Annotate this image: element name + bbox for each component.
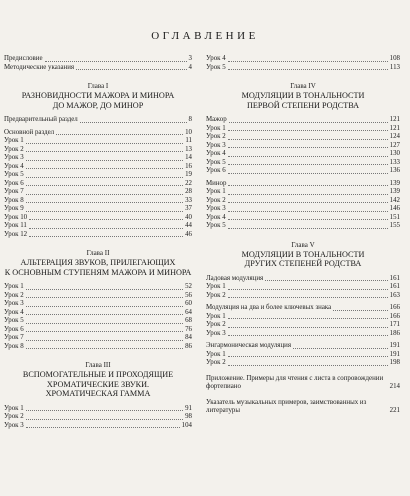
dot-leader	[26, 167, 183, 169]
entry-label: Урок 3	[206, 329, 226, 337]
entry-label: Урок 1	[206, 188, 226, 195]
entry-label: Урок 4	[206, 55, 226, 62]
entry-label: Предисловие	[4, 55, 43, 62]
chapter-4-title	[206, 91, 400, 110]
entry-label: Урок 6	[4, 179, 24, 187]
entry-label: Энгармоническая модуляция	[206, 342, 291, 349]
entry-label: Урок 3	[4, 300, 24, 307]
entry-label: Урок 3	[4, 421, 24, 429]
entry-page: 10	[185, 128, 192, 136]
entry-label: Минор	[206, 179, 227, 187]
dot-leader	[26, 322, 183, 324]
toc-entry[interactable]	[4, 334, 192, 343]
chapter-3-title	[4, 370, 192, 399]
toc-entry[interactable]	[4, 300, 192, 309]
dot-leader	[76, 68, 186, 70]
dot-leader	[26, 426, 180, 428]
entry-label: Урок 3	[4, 154, 24, 161]
dot-leader	[228, 68, 388, 70]
appendix-1-page: 214	[389, 383, 400, 390]
chapter-1-prelim	[4, 116, 192, 125]
chapter-title-line: ХРОМАТИЧЕСКАЯ ГАММА	[45, 389, 151, 398]
dot-leader	[228, 334, 388, 336]
entry-page: 44	[185, 222, 192, 229]
entry-label: Урок 4	[4, 162, 24, 170]
dot-leader	[293, 347, 388, 349]
entry-page: 28	[185, 188, 192, 195]
toc-entry[interactable]	[4, 413, 192, 422]
entry-page: 113	[389, 63, 400, 71]
toc-entry[interactable]	[206, 197, 400, 206]
entry-page: 76	[185, 325, 192, 333]
dot-leader	[26, 201, 183, 203]
entry-label: Урок 10	[4, 213, 28, 221]
toc-entry[interactable]	[4, 171, 192, 180]
toc-entry[interactable]	[4, 188, 192, 197]
entry-page: 166	[389, 304, 400, 311]
entry-label: Урок 2	[206, 196, 226, 204]
entry-label: Урок 5	[206, 222, 226, 229]
toc-entry[interactable]	[4, 222, 192, 231]
entry-label: Урок 12	[4, 230, 28, 238]
dot-leader	[26, 296, 183, 298]
entry-page: 171	[389, 321, 400, 328]
toc-entry[interactable]	[206, 214, 400, 223]
entry-label: Урок 2	[4, 145, 24, 153]
toc-entry[interactable]	[4, 317, 192, 326]
dot-leader	[228, 172, 388, 174]
dot-leader	[333, 309, 387, 311]
dot-leader	[26, 313, 183, 315]
entry-page: 40	[185, 213, 192, 221]
toc-entry[interactable]	[206, 292, 400, 301]
entry-label: Урок 3	[206, 205, 226, 212]
chapter-2-title	[4, 258, 192, 277]
appendix-1-entry[interactable]	[206, 375, 400, 392]
page-title: ОГЛАВЛЕНИЕ	[151, 30, 259, 42]
dot-leader	[228, 155, 388, 157]
entry-page: 163	[389, 291, 400, 299]
entry-page: 186	[389, 329, 400, 337]
toc-entry[interactable]	[206, 304, 400, 313]
right-column	[206, 55, 400, 416]
dot-leader	[228, 201, 388, 203]
toc-entry[interactable]	[206, 55, 400, 64]
toc-entry[interactable]	[4, 309, 192, 318]
entry-page: 19	[185, 171, 192, 178]
toc-entry[interactable]	[206, 64, 400, 73]
toc-entry[interactable]	[4, 283, 192, 292]
entry-page: 22	[185, 179, 192, 187]
dot-leader	[228, 60, 388, 62]
entry-label: Урок 11	[4, 222, 27, 229]
toc-entry[interactable]	[206, 167, 400, 176]
entry-page: 108	[389, 55, 400, 62]
toc-entry[interactable]	[4, 214, 192, 223]
toc-entry[interactable]	[4, 180, 192, 189]
dot-leader	[265, 279, 387, 281]
entry-page: 13	[185, 145, 192, 153]
entry-page: 64	[185, 308, 192, 316]
toc-entry[interactable]	[206, 116, 400, 125]
entry-label: Урок 2	[4, 413, 24, 420]
chapter-title-line: РАЗНОВИДНОСТИ МАЖОРА И МИНОРА	[21, 91, 175, 100]
dot-leader	[26, 142, 184, 144]
toc-entry[interactable]	[206, 188, 400, 197]
entry-page: 124	[389, 133, 400, 140]
dot-leader	[228, 355, 388, 357]
toc-entry[interactable]	[4, 116, 192, 125]
entry-label: Урок 2	[206, 291, 226, 299]
appendix-2-label: Указатель музыкальных примеров, заимствованных из литературы	[206, 398, 367, 414]
dot-leader	[228, 317, 388, 319]
toc-entry[interactable]	[4, 405, 192, 414]
entry-label: Урок 2	[206, 321, 226, 328]
entry-label: Урок 9	[4, 205, 24, 212]
entry-page: 3	[188, 55, 192, 62]
entry-label: Урок 1	[206, 124, 226, 132]
entry-label: Урок 1	[4, 404, 24, 412]
dot-leader	[29, 235, 183, 237]
entry-page: 16	[185, 162, 192, 170]
chapter-title-line: МОДУЛЯЦИИ В ТОНАЛЬНОСТИ	[241, 91, 365, 100]
entry-page: 161	[389, 283, 400, 290]
entry-label: Урок 4	[206, 213, 226, 221]
toc-entry[interactable]	[4, 205, 192, 214]
entry-page: 166	[389, 312, 400, 320]
dot-leader	[45, 60, 187, 62]
toc-entry[interactable]	[206, 222, 400, 231]
dot-leader	[229, 121, 388, 123]
toc-entry[interactable]	[4, 343, 192, 352]
toc-entry[interactable]	[4, 137, 192, 146]
entry-page: 146	[389, 205, 400, 212]
dot-leader	[228, 184, 387, 186]
dot-leader	[80, 121, 187, 123]
chapter-title-line: ХРОМАТИЧЕСКИЕ ЗВУКИ.	[46, 379, 150, 389]
toc-entry[interactable]	[206, 142, 400, 151]
chapter-title-line: ДО МАЖОР, ДО МИНОР	[52, 100, 144, 110]
dot-leader	[26, 305, 183, 307]
dot-leader	[228, 146, 388, 148]
toc-entry[interactable]	[4, 154, 192, 163]
dot-leader	[26, 193, 183, 195]
entry-label: Урок 4	[206, 150, 226, 157]
entry-page: 68	[185, 317, 192, 324]
dot-leader	[228, 218, 388, 220]
entry-page: 130	[389, 150, 400, 157]
entry-label: Мажор	[206, 116, 227, 123]
dot-leader	[26, 184, 183, 186]
entry-page: 37	[185, 205, 192, 212]
dot-leader	[26, 339, 183, 341]
chapter-5-group-2	[206, 304, 400, 338]
entry-page: 127	[389, 141, 400, 149]
chapter-4-number: Глава IV	[290, 82, 316, 90]
dot-leader	[228, 210, 388, 212]
entry-page: 14	[185, 154, 192, 161]
entry-page: 60	[185, 300, 192, 307]
entry-page: 11	[185, 137, 192, 144]
entry-label: Урок 6	[206, 167, 226, 174]
toc-entry[interactable]	[4, 55, 192, 64]
chapter-5-number: Глава V	[291, 240, 315, 249]
chapter-1-lessons	[4, 129, 192, 240]
entry-page: 139	[389, 188, 400, 195]
entry-label: Урок 5	[206, 63, 226, 71]
chapter-title-line: ДРУГИХ СТЕПЕНЕЙ РОДСТВА	[244, 259, 362, 268]
toc-entry[interactable]	[206, 133, 400, 142]
entry-label: Урок 5	[206, 158, 226, 166]
entry-page: 56	[185, 291, 192, 299]
entry-label: Урок 6	[4, 325, 24, 333]
dot-leader	[228, 326, 388, 328]
left-column	[4, 55, 192, 430]
dot-leader	[29, 227, 183, 229]
dot-leader	[26, 210, 183, 212]
dot-leader	[26, 330, 183, 332]
entry-page: 104	[181, 421, 192, 429]
dot-leader	[228, 296, 388, 298]
entry-page: 198	[389, 359, 400, 366]
chapter-title-line: К ОСНОВНЫМ СТУПЕНЯМ МАЖОРА И МИНОРА	[4, 267, 192, 277]
dot-leader	[228, 193, 388, 195]
toc-entry[interactable]	[4, 146, 192, 155]
chapter-4-minor	[206, 180, 400, 231]
dot-leader	[29, 218, 183, 220]
toc-entry[interactable]	[4, 163, 192, 172]
entry-page: 84	[185, 334, 192, 341]
entry-page: 133	[389, 158, 400, 166]
chapter-5-title	[206, 250, 400, 269]
dot-leader	[228, 227, 388, 229]
chapter-title-line: ВСПОМОГАТЕЛЬНЫЕ И ПРОХОДЯЩИЕ	[22, 370, 174, 379]
dot-leader	[228, 364, 388, 366]
toc-entry[interactable]	[4, 129, 192, 138]
entry-label: Урок 5	[4, 317, 24, 324]
dot-leader	[228, 163, 388, 165]
toc-entry[interactable]	[206, 180, 400, 189]
entry-page: 191	[389, 342, 400, 349]
entry-page: 91	[185, 404, 192, 412]
toc-entry[interactable]	[206, 283, 400, 292]
entry-label: Модуляция на два и более ключевых знака	[206, 304, 332, 311]
entry-label: Урок 4	[4, 308, 24, 316]
entry-label: Урок 1	[4, 283, 24, 290]
entry-label: Урок 7	[4, 188, 24, 195]
dot-leader	[26, 418, 183, 420]
entry-label: Урок 8	[4, 196, 24, 204]
toc-entry[interactable]	[4, 231, 192, 240]
toc-entry[interactable]	[4, 326, 192, 335]
appendix-2-entry[interactable]	[206, 399, 400, 416]
entry-label: Урок 2	[206, 133, 226, 140]
entry-label: Урок 2	[206, 359, 226, 366]
entry-label: Предварительный раздел	[4, 116, 78, 123]
entry-page: 33	[185, 196, 192, 204]
toc-entry[interactable]	[206, 205, 400, 214]
dot-leader	[26, 409, 183, 411]
dot-leader	[56, 133, 183, 135]
entry-page: 86	[185, 342, 192, 350]
chapter-title-line: ПЕРВОЙ СТЕПЕНИ РОДСТВА	[246, 100, 360, 110]
dot-leader	[26, 347, 183, 349]
entry-page: 139	[389, 179, 400, 187]
toc-entry[interactable]	[206, 351, 400, 360]
entry-page: 46	[185, 230, 192, 238]
chapter-4-major	[206, 116, 400, 176]
appendix-2-page: 221	[389, 407, 400, 414]
entry-label: Урок 1	[206, 283, 226, 290]
entry-page: 121	[389, 124, 400, 132]
chapter-3-lessons	[4, 405, 192, 431]
intro-list	[4, 55, 192, 72]
dot-leader	[228, 288, 388, 290]
entry-page: 136	[389, 167, 400, 174]
toc-entry[interactable]	[4, 292, 192, 301]
chapter-title-line: АЛЬТЕРАЦИЯ ЗВУКОВ, ПРИЛЕГАЮЩИХ	[20, 258, 176, 267]
entry-label: Урок 5	[4, 171, 24, 178]
chapter-2-number: Глава II	[86, 249, 110, 257]
chapter-1-title	[4, 91, 192, 110]
dot-leader	[228, 138, 388, 140]
dot-leader	[26, 176, 183, 178]
chapter-title-line: МОДУЛЯЦИИ В ТОНАЛЬНОСТИ	[241, 249, 365, 259]
chapter-5-group-3	[206, 342, 400, 368]
dot-leader	[26, 150, 183, 152]
entry-page: 52	[185, 283, 192, 290]
entry-page: 161	[389, 274, 400, 282]
entry-page: 142	[389, 196, 400, 204]
toc-entry[interactable]	[4, 422, 192, 431]
entry-label: Урок 1	[206, 350, 226, 358]
dot-leader	[228, 129, 388, 131]
appendix-1-label: Приложение. Примеры для чтения с листа в сопровождении фортепиано	[206, 374, 384, 390]
chapter-2-lessons	[4, 283, 192, 351]
entry-page: 155	[389, 222, 400, 229]
entry-page: 191	[389, 350, 400, 358]
chapter-3-continued	[206, 55, 400, 72]
entry-label: Урок 7	[4, 334, 24, 341]
entry-page: 121	[389, 116, 400, 123]
toc-entry[interactable]	[206, 275, 400, 284]
entry-page: 8	[188, 116, 192, 123]
toc-entry[interactable]	[206, 150, 400, 159]
entry-label: Урок 1	[4, 137, 24, 144]
entry-label: Урок 1	[206, 312, 226, 320]
chapter-5-group-1	[206, 275, 400, 301]
entry-label: Методические указания	[4, 63, 75, 71]
entry-label: Урок 2	[4, 291, 24, 299]
entry-page: 151	[389, 213, 400, 221]
entry-label: Урок 8	[4, 342, 24, 350]
toc-entry[interactable]	[206, 359, 400, 368]
toc-entry[interactable]	[206, 342, 400, 351]
toc-entry[interactable]	[206, 330, 400, 339]
toc-entry[interactable]	[206, 159, 400, 168]
toc-entry[interactable]	[206, 321, 400, 330]
chapter-1-number: Глава I	[87, 82, 109, 90]
dot-leader	[26, 288, 183, 290]
entry-label: Урок 3	[206, 141, 226, 149]
chapter-3-number: Глава III	[85, 361, 111, 369]
toc-entry[interactable]	[206, 125, 400, 134]
entry-label: Ладовая модуляция	[206, 274, 264, 282]
dot-leader	[26, 159, 183, 161]
entry-label: Основной раздел	[4, 128, 55, 136]
toc-entry[interactable]	[4, 64, 192, 73]
toc-entry[interactable]	[206, 313, 400, 322]
entry-page: 98	[185, 413, 192, 420]
entry-page: 4	[188, 63, 192, 71]
toc-entry[interactable]	[4, 197, 192, 206]
